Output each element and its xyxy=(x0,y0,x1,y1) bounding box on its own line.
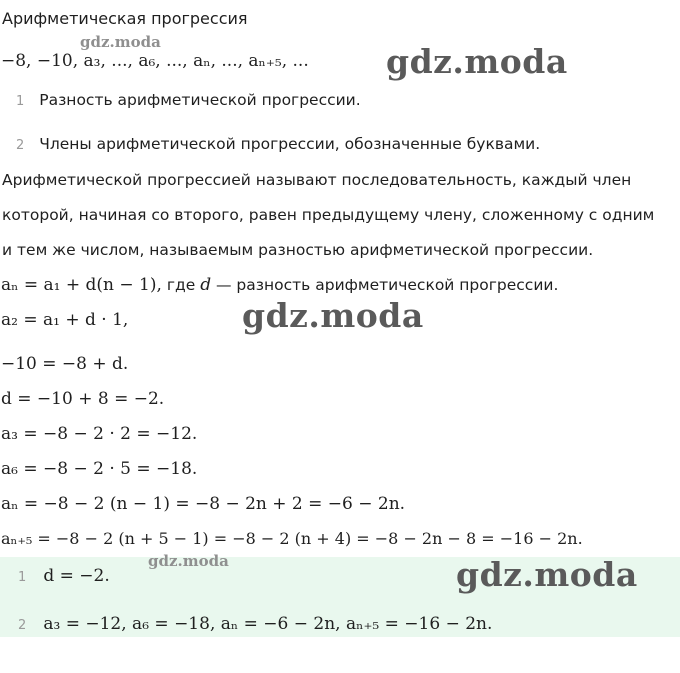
solution-step: aₙ = −8 − 2 (n − 1) = −8 − 2n + 2 = −6 − 2n. xyxy=(1,494,406,514)
answer-text: a₃ = −12, a₆ = −18, aₙ = −6 − 2n, aₙ₊₅ = −16 − 2n. xyxy=(43,614,493,634)
question-item xyxy=(16,135,540,153)
solution-step: a₆ = −8 − 2 · 5 = −18. xyxy=(1,459,198,479)
definition-line: и тем же числом, называемым разностью арифметической прогрессии. xyxy=(2,241,594,259)
definition-line: которой, начиная со второго, равен предыдущему члену, сложенному с одним xyxy=(2,206,655,224)
watermark: gdz.moda xyxy=(386,42,568,81)
formula-text: — разность арифметической прогрессии. xyxy=(211,276,559,294)
sequence-line: −8, −10, a₃, ..., a₆, ..., aₙ, ..., aₙ₊₅, ... xyxy=(1,51,309,71)
solution-step: −10 = −8 + d. xyxy=(1,354,129,374)
watermark: gdz.moda xyxy=(242,296,424,335)
watermark: gdz.moda xyxy=(80,33,161,51)
solution-step: a₂ = a₁ + d · 1, xyxy=(1,310,129,330)
formula-var: d xyxy=(200,275,212,295)
answer-number: 2 xyxy=(18,618,27,633)
general-formula xyxy=(1,275,558,295)
question-item xyxy=(16,91,361,109)
solution-step: d = −10 + 8 = −2. xyxy=(1,389,165,409)
answer-number: 1 xyxy=(18,570,27,585)
question-text: Разность арифметической прогрессии. xyxy=(39,91,361,109)
solution-step: a₃ = −8 − 2 · 2 = −12. xyxy=(1,424,198,444)
question-text: Члены арифметической прогрессии, обозначенные буквами. xyxy=(39,135,541,153)
formula-math: aₙ = a₁ + d(n − 1), xyxy=(1,275,162,295)
solution-step: aₙ₊₅ = −8 − 2 (n + 5 − 1) = −8 − 2 (n + 4) = −8 − 2n − 8 = −16 − 2n. xyxy=(1,529,583,548)
question-number: 2 xyxy=(16,138,25,153)
answer-text: d = −2. xyxy=(43,566,110,586)
question-number: 1 xyxy=(16,94,25,109)
watermark: gdz.moda xyxy=(456,555,638,594)
definition-line: Арифметической прогрессией называют последовательность, каждый член xyxy=(2,171,632,189)
page-title: Арифметическая прогрессия xyxy=(2,9,248,28)
formula-text: где xyxy=(161,276,201,294)
watermark: gdz.moda xyxy=(148,552,229,570)
answer-item xyxy=(18,566,110,586)
answer-item xyxy=(18,614,492,634)
